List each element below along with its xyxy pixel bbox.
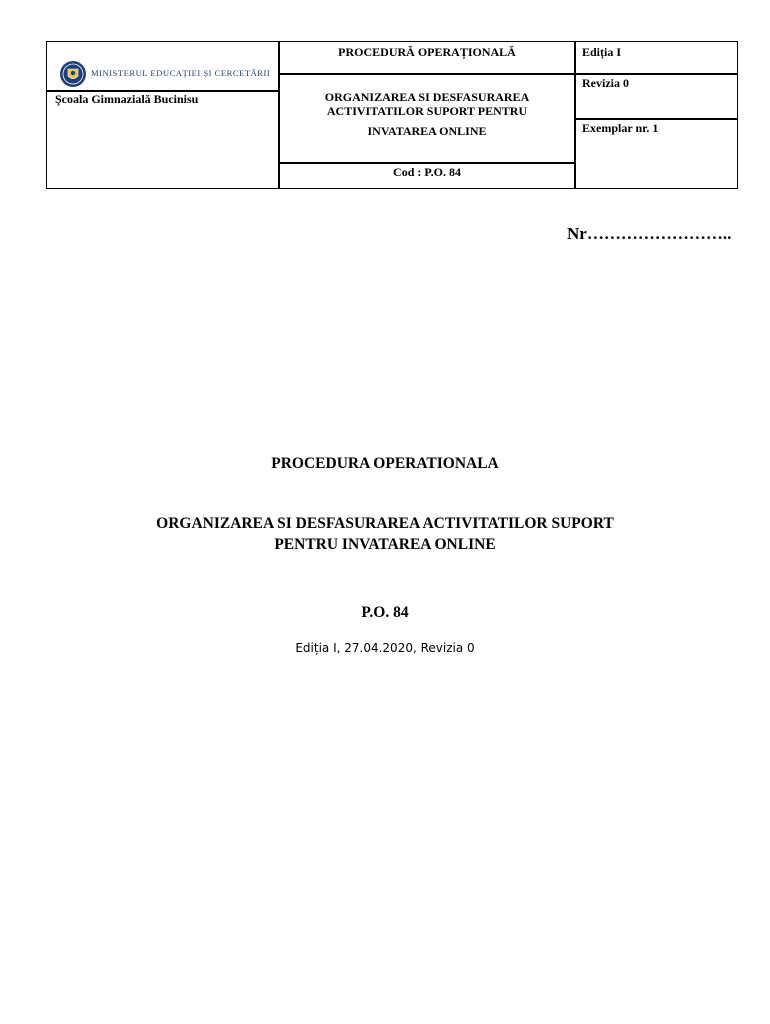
ministry-name: MINISTERUL EDUCAȚIEI ȘI CERCETĂRII [91, 68, 271, 78]
subtitle-line: PENTRU INVATAREA ONLINE [274, 536, 496, 553]
procedure-title-line: ACTIVITATILOR SUPORT PENTRU [326, 104, 528, 118]
table-divider [278, 162, 574, 164]
procedure-code-title: P.O. 84 [361, 604, 409, 621]
document-header-table [46, 41, 738, 189]
table-divider [278, 42, 280, 188]
copy-number-label: Exemplar nr. 1 [582, 121, 659, 135]
ministry-emblem-icon [59, 60, 87, 88]
ministry-logo [59, 60, 277, 88]
procedure-code: Cod : P.O. 84 [393, 165, 461, 179]
school-name: Şcoala Gimnazială Bucinisu [55, 92, 199, 106]
revision-label: Revizia 0 [582, 76, 629, 90]
table-divider [574, 42, 576, 188]
table-divider [278, 73, 574, 75]
edition-info: Ediția I, 27.04.2020, Revizia 0 [295, 641, 475, 655]
page-title: PROCEDURA OPERATIONALA [271, 455, 499, 472]
page-subtitle [0, 513, 770, 555]
registration-number: Nr…………………….. [567, 224, 732, 243]
table-divider [574, 73, 737, 75]
table-divider [574, 118, 737, 120]
edition-label: Ediția I [582, 45, 622, 59]
procedure-title-line: ORGANIZAREA SI DESFASURAREA [324, 90, 530, 104]
procedure-label: PROCEDURĂ OPERAȚIONALĂ [338, 45, 516, 59]
procedure-title [281, 90, 573, 138]
procedure-title-line: INVATAREA ONLINE [367, 124, 487, 138]
subtitle-line: ORGANIZAREA SI DESFASURAREA ACTIVITATILOR SUPORT [156, 515, 614, 532]
